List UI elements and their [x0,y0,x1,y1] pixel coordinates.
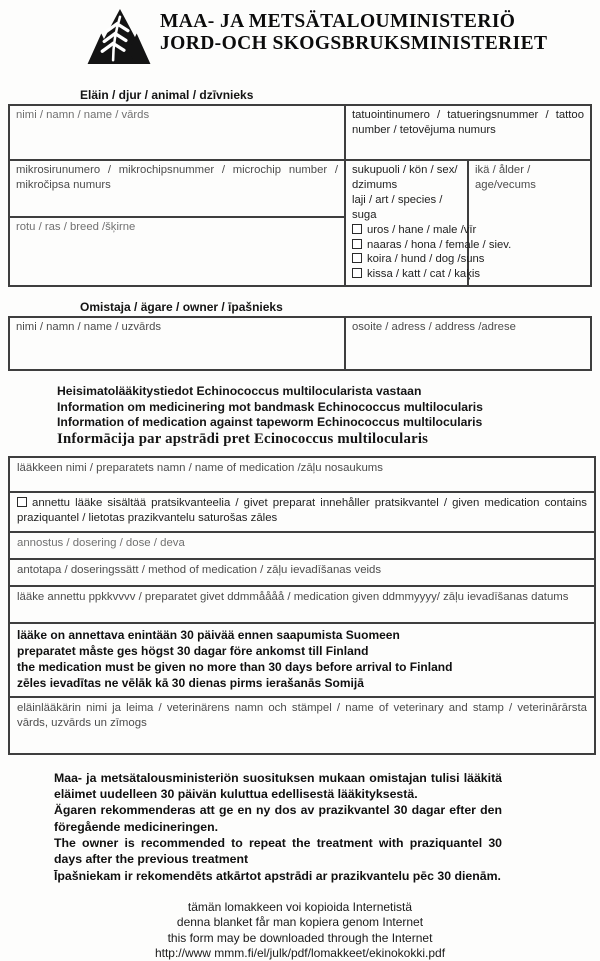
owner-name-field[interactable] [9,317,345,370]
wheat-emblem-icon [86,8,152,65]
medication-date-field[interactable] [10,587,594,624]
male-label: uros / hane / male /vīr [367,223,477,236]
deadline-notice [10,624,594,698]
breed-label: rotu / ras / breed /šķirne [16,220,136,233]
method-field[interactable] [10,560,594,587]
deadline-line-en: the medication must be given no more than 30 days before arrival to Finland [17,660,453,675]
animal-section-heading: Eläin / djur / animal / dzīvnieks [80,88,254,102]
medication-date-label: lääke annettu ppkkvvvv / preparatet givet ddmmåååå / medication given ddmmyyyy/ zāļu ievadīšanas datums [17,590,569,603]
deadline-line-lv: zēles ievadītas ne vēlāk kā 30 dienas pirms ierašanās Somijā [17,676,364,691]
female-checkbox[interactable] [352,239,362,249]
recommendation-fi: Maa- ja metsätalousministeriön suosituksen mukaan omistajan tulisi lääkitä eläimet uudelleen 30 päivän kuluttua edellisestä lääkityksestä. [54,770,502,801]
owner-address-field[interactable] [345,317,591,370]
praziquantel-label: annettu lääke sisältää pratsikvanteelia / givet preparat innehåller pratsikvantel / given medication contains praziquantel / lietotas prazikvantelu saturošas zāles [17,497,587,525]
tattoo-number-field[interactable] [345,105,591,160]
medication-heading-en: Information of medication against tapeworm Echinococcus multilocularis [57,415,483,429]
tattoo-number-label: tatuointinumero / tatueringsnummer / tattoo number / tetovējuma numurs [352,109,584,136]
microchip-number-label: mikrosirunumero / mikrochipsnummer / microchip number / mikročipsa numurs [16,164,338,191]
cat-checkbox[interactable] [352,268,362,278]
footer-line-sv: denna blanket får man kopiera genom Internet [176,915,424,930]
owner-name-label: nimi / namn / name / uzvārds [16,321,162,334]
praziquantel-checkbox-row[interactable] [10,493,594,533]
female-label: naaras / hona / female / siev. [367,238,512,251]
medication-name-label: lääkkeen nimi / preparatets namn / name of medication /zāļu nosaukums [17,462,383,475]
owner-address-label: osoite / adress / address /adrese [352,321,516,334]
male-checkbox[interactable] [352,224,362,234]
sex-label: sukupuoli / kön / sex/ dzimums [352,164,458,191]
microchip-number-field[interactable] [9,160,345,217]
footer-url: http://www mmm.fi/el/julk/pdf/lomakkeet/ekinokokki.pdf [154,946,446,961]
cat-label: kissa / katt / cat / kaķis [367,268,481,281]
ministry-title [160,8,547,55]
medication-heading [57,384,580,449]
ministry-title-sv: JORD-OCH SKOGSBRUKSMINISTERIET [160,32,548,54]
dose-field[interactable] [10,533,594,560]
ministry-header [86,8,600,65]
checkbox-option-cat[interactable] [352,267,481,282]
medication-name-field[interactable] [10,458,594,493]
medication-heading-fi: Heisimatolääkitystiedot Echinococcus multilocularista vastaan [57,384,422,399]
animal-table [8,104,592,287]
recommendation-paragraph [54,770,502,884]
deadline-line-fi: lääke on annettava enintään 30 päivää ennen saapumista Suomeen [17,627,400,642]
recommendation-sv: Ägaren rekommenderas att ge en ny dos av prazikvantel 30 dagar efter den föregående medicineringen. [54,803,502,834]
medication-heading-lv: Informācija par apstrādi pret Ecinococcus multilocularis [57,431,429,448]
checkbox-option-male[interactable] [352,223,477,238]
ministry-title-fi: MAA- JA METSÄTALOUMINISTERIÖ [160,11,516,32]
checkbox-option-female[interactable] [352,238,512,253]
animal-name-field[interactable] [9,105,345,160]
species-label: laji / art / species / suga [352,193,443,221]
footer-line-fi: tämän lomakkeen voi kopioida Internetistä [187,899,413,914]
dog-checkbox[interactable] [352,253,362,263]
deadline-line-sv: preparatet måste ges högst 30 dagar före ankomst till Finland [17,643,369,658]
dose-label: annostus / dosering / dose / deva [17,536,185,549]
veterinarian-stamp-field[interactable] [10,698,594,753]
method-label: antotapa / doseringssätt / method of medication / zāļu ievadīšanas veids [17,563,382,576]
recommendation-lv: Īpašniekam ir rekomendēts atkārtot apstrādi ar prazikvantelu pēc 30 dienām. [54,868,501,883]
praziquantel-checkbox[interactable] [17,497,27,507]
breed-field[interactable] [9,217,345,286]
medication-table [8,456,596,755]
recommendation-en: The owner is recommended to repeat the treatment with praziquantel 30 days after the previous treatment [54,835,502,867]
owner-table [8,316,592,371]
age-field[interactable] [468,160,591,286]
checkbox-option-dog[interactable] [352,252,485,267]
veterinarian-stamp-label: eläinlääkärin nimi ja leima / veterinärens namn och stämpel / name of veterinary and stamp / veterinārārsta vārds, uzvārds un zīmogs [17,701,587,729]
dog-label: koira / hund / dog /suns [367,253,485,266]
age-label: ikä / ålder / age/vecums [475,164,536,191]
medication-heading-sv: Information om medicinering mot bandmask Echinococcus multilocularis [57,399,483,414]
footer-line-en: this form may be downloaded through the Internet [167,930,433,945]
owner-section-heading: Omistaja / ägare / owner / īpašnieks [80,300,283,315]
footer-note [0,900,600,961]
animal-name-label: nimi / namn / name / vārds [16,109,150,121]
